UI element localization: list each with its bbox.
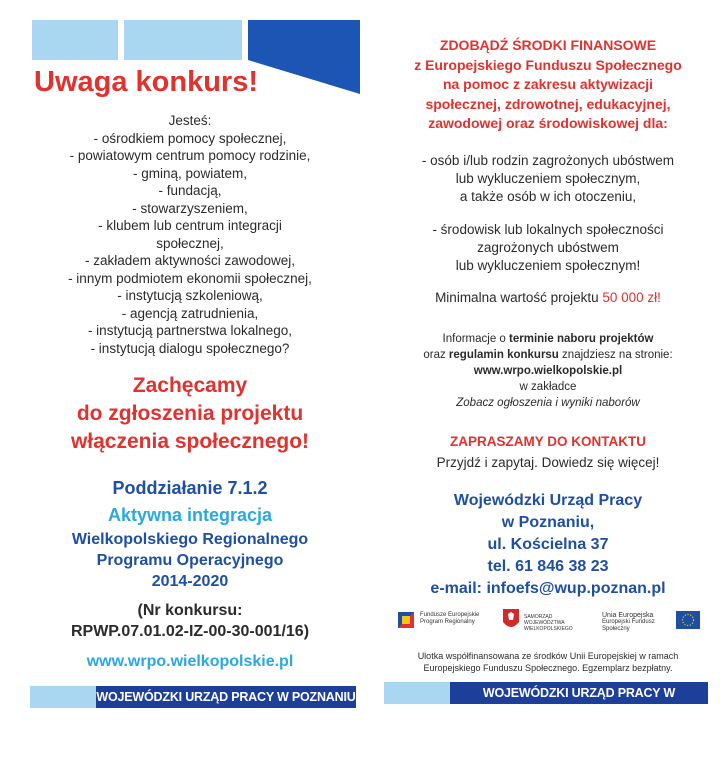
encourage-line: do zgłoszenia projektu	[76, 402, 304, 425]
page-title: Uwaga konkurs!	[34, 66, 258, 98]
website-link[interactable]: www.wrpo.wielkopolskie.pl	[86, 653, 294, 670]
headline	[372, 36, 724, 134]
eu-funds-logo-icon	[396, 610, 416, 630]
list-item: - zakładem aktywności zawodowej,	[84, 253, 296, 268]
target-line: a także osób w ich otoczeniu,	[459, 189, 637, 204]
list-item: - ośrodkiem pomocy społecznej,	[93, 130, 287, 146]
right-panel	[372, 0, 724, 771]
list-item: - innym podmiotem ekonomii społecznej,	[68, 270, 312, 286]
target-line: zagrożonych ubóstwem	[477, 240, 619, 255]
eu-flag-icon	[676, 611, 700, 629]
contest-number-value: RPWP.07.01.02-IZ-00-30-001/16)	[70, 623, 310, 640]
contest-number-label: (Nr konkursu:	[137, 602, 243, 619]
list-item: - agencją zatrudnienia,	[121, 305, 259, 321]
sub-measure: Poddziałanie 7.1.2	[112, 478, 268, 498]
office-city: w Poznaniu,	[501, 514, 595, 531]
contact-heading: ZAPRASZAMY DO KONTAKTU	[450, 434, 646, 449]
min-value	[372, 290, 724, 305]
eligible-list	[20, 112, 360, 357]
office-address	[372, 490, 724, 600]
footer-accent	[384, 682, 450, 704]
list-item: - fundacją,	[158, 183, 222, 198]
contest-number	[20, 600, 360, 642]
headline-line: na pomoc z zakresu aktywizacji	[442, 76, 654, 92]
target-group-1	[372, 152, 724, 206]
min-value-amount: 50 000 zł!	[602, 290, 661, 305]
target-line: - środowisk lub lokalnych społeczności	[432, 222, 664, 237]
footer-accent	[30, 686, 96, 708]
target-group-2	[372, 221, 724, 275]
contact-subtitle: Przyjdź i zapytaj. Dowiedz się więcej!	[436, 455, 660, 470]
list-item: - klubem lub centrum integracji	[98, 218, 282, 233]
eu-funds-label: Fundusze Europejskie Program Regionalny	[420, 612, 480, 625]
headline-line: z Europejskiego Funduszu Społecznego	[414, 56, 682, 73]
list-item: - instytucją dialogu społecznego?	[90, 340, 290, 356]
encourage-line: Zachęcamy	[132, 374, 248, 397]
target-line: - osób i/lub rodzin zagrożonych ubóstwem	[421, 153, 675, 168]
header-block-1	[32, 20, 118, 60]
encourage-line: włączenia społecznego!	[70, 430, 310, 453]
eu-label: Unia Europejska Europejski Fundusz Społeczny	[602, 612, 655, 632]
program-line: 2014-2020	[151, 573, 229, 590]
header-blue-shape	[248, 20, 360, 94]
encourage-text	[20, 372, 360, 456]
list-intro: Jesteś:	[168, 113, 212, 128]
list-item: społecznej,	[156, 235, 224, 251]
list-item: - stowarzyszeniem,	[132, 200, 248, 216]
office-email[interactable]: e-mail: infoefs@wup.poznan.pl	[430, 580, 666, 597]
info-tab-name: Zobacz ogłoszenia i wyniki naborów	[456, 397, 640, 409]
target-line: lub wykluczeniem społecznym,	[455, 171, 641, 186]
target-line: lub wykluczeniem społecznym!	[455, 258, 641, 273]
footer-bar: WOJEWÓDZKI URZĄD PRACY W POZNANIU	[450, 682, 708, 704]
headline-line: zawodowej oraz środowiskowej dla:	[428, 115, 668, 131]
headline-line: społecznej, zdrowotnej, edukacyjnej,	[425, 95, 671, 112]
program-name: Aktywna integracja	[107, 505, 273, 525]
list-item: - gminą, powiatem,	[132, 165, 248, 181]
logos-row	[396, 606, 696, 640]
office-street: ul. Kościelna 37	[487, 536, 609, 553]
wielkopolska-crest-icon	[502, 608, 520, 632]
info-line-1: Informacje o terminie naboru projektów	[442, 333, 654, 345]
info-line-2: oraz regulamin konkursu znajdziesz na stronie:	[423, 349, 673, 361]
footer-bar: WOJEWÓDZKI URZĄD PRACY W POZNANIU	[96, 686, 356, 708]
list-item: - powiatowym centrum pomocy rodzinie,	[69, 148, 311, 163]
info-block	[372, 331, 724, 411]
info-site-link[interactable]: www.wrpo.wielkopolskie.pl	[473, 365, 623, 377]
headline-line: ZDOBĄDŹ ŚRODKI FINANSOWE	[439, 37, 657, 53]
info-tab: w zakładce	[519, 381, 577, 393]
header-block-2	[124, 20, 242, 60]
cofinance-note: Ulotka współfinansowana ze środków Unii Europejskiej w ramach Europejskiego Funduszu Społecznego. Egzemplarz bezpłatny.	[417, 651, 679, 673]
program-line: Programu Operacyjnego	[96, 552, 284, 569]
wielkopolska-label: SAMORZĄD WOJEWÓDZTWA WIELKOPOLSKIEGO	[524, 614, 573, 632]
program-line: Wielkopolskiego Regionalnego	[71, 531, 309, 548]
list-item: - instytucją szkoleniową,	[117, 288, 263, 303]
min-value-label: Minimalna wartość projektu	[435, 290, 599, 305]
list-item: - instytucją partnerstwa lokalnego,	[87, 323, 293, 338]
office-phone[interactable]: tel. 61 846 38 23	[487, 558, 609, 575]
program-lines	[20, 529, 360, 592]
office-name: Wojewódzki Urząd Pracy	[453, 492, 643, 509]
